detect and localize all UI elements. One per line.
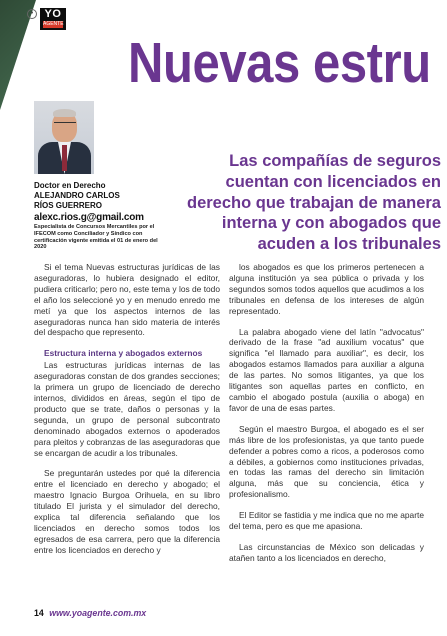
paragraph: El Editor se fastidia y me indica que no me aparte del tema, pero es que me apasiona.	[229, 510, 424, 532]
paragraph: Las estructuras jurídicas internas de las aseguradoras constan de dos grandes secciones; la primera un grupo de licenciado de derecho internos, divididos en áreas, según el tipo de producto que se trate, daños o personas y la segunda, un grupo de personal subcontrato denominado abogados externos o apoderados para pleitos y cobranzas de las aseguradoras que se encargan de acudir a los tribunales.	[34, 360, 220, 458]
footer-url[interactable]: www.yoagente.com.mx	[49, 608, 147, 618]
article-subtitle: Las compañías de seguros cuentan con licenciados en derecho que trabajan de manera interna y con abogados que acuden a los tribunales	[186, 152, 441, 254]
author-photo	[34, 101, 94, 174]
article-title: Nuevas estru	[128, 31, 431, 95]
section-heading: Estructura interna y abogados externos	[44, 348, 203, 359]
paragraph: La palabra abogado viene del latín "advocatus" derivado de la frase "ad auxilium vocatus" que significa "el llamado para auxiliar", es decir, los abogados estamos llamados para auxiliar a alguna de las partes. No somos litigantes, ya que los litigantes son aquellas partes en conflicto, en cambio el abogado postula (auxilia o aboga) en favor de una de esas partes.	[229, 326, 424, 413]
logo-text-top: YO	[44, 8, 62, 20]
paragraph: Las circunstancias de México son delicadas y atañen tanto a los licenciados en derecho,	[229, 541, 424, 563]
paragraph: Si el tema Nuevas estructuras jurídicas de las aseguradoras, lo hubiera designado el editor, pudiera criticarlo; pero no, este tema y los de todo el año los seleccioné yo y en menudo enredo me metí ya que los aspectos internos de las aseguradoras nunca han sido materia de interés del despacho que represento.	[34, 262, 220, 338]
magazine-logo	[40, 8, 66, 30]
author-name-line2: RÍOS GUERRERO	[34, 200, 103, 210]
author-email: alexc.rios.g@gmail.com	[34, 212, 144, 223]
paragraph: los abogados es que los primeros pertenecen a alguna institución ya sea pública o privada y los segundos somos todos aquellos que acudimos a los tribunales en defensa de los intereses de algún representado.	[229, 262, 424, 316]
left-column	[34, 262, 220, 566]
right-column	[229, 262, 424, 574]
author-name-line1: ALEJANDRO CARLOS	[34, 191, 120, 200]
author-role: Doctor en Derecho	[34, 181, 106, 190]
author-bio: Especialista de Concursos Mercantiles por el IFECOM como Conciliador y Síndico con certificación vigente emitida el 01 de enero del 2020	[34, 224, 158, 251]
paragraph: Según el maestro Burgoa, el abogado es el ser más libre de los profesionistas, ya que tanto puede defender a pobres como a ricos, a poderosos como a débiles, a gobiernos como instituciones privadas, en todas las ramas del derecho sin limitación alguna, más que su conciencia, ética y profesionalismo.	[229, 423, 424, 500]
page-number: 14	[34, 608, 44, 618]
paragraph: Se preguntarán ustedes por qué la diferencia entre el licenciado en derecho y abogado; el maestro Ignacio Burgoa Orihuela, en su libro titulado El jurista y el simulador del derecho, explica tal diferencia señalando que los licenciados en derecho somos todos los egresados de esa carrera, pero que la diferencia entre los licenciados en derecho y	[34, 468, 220, 555]
logo-text-bottom: AGENTE	[43, 21, 64, 27]
author-block	[34, 181, 162, 251]
section-marker-icon: •	[27, 9, 37, 19]
page-footer	[34, 608, 146, 618]
